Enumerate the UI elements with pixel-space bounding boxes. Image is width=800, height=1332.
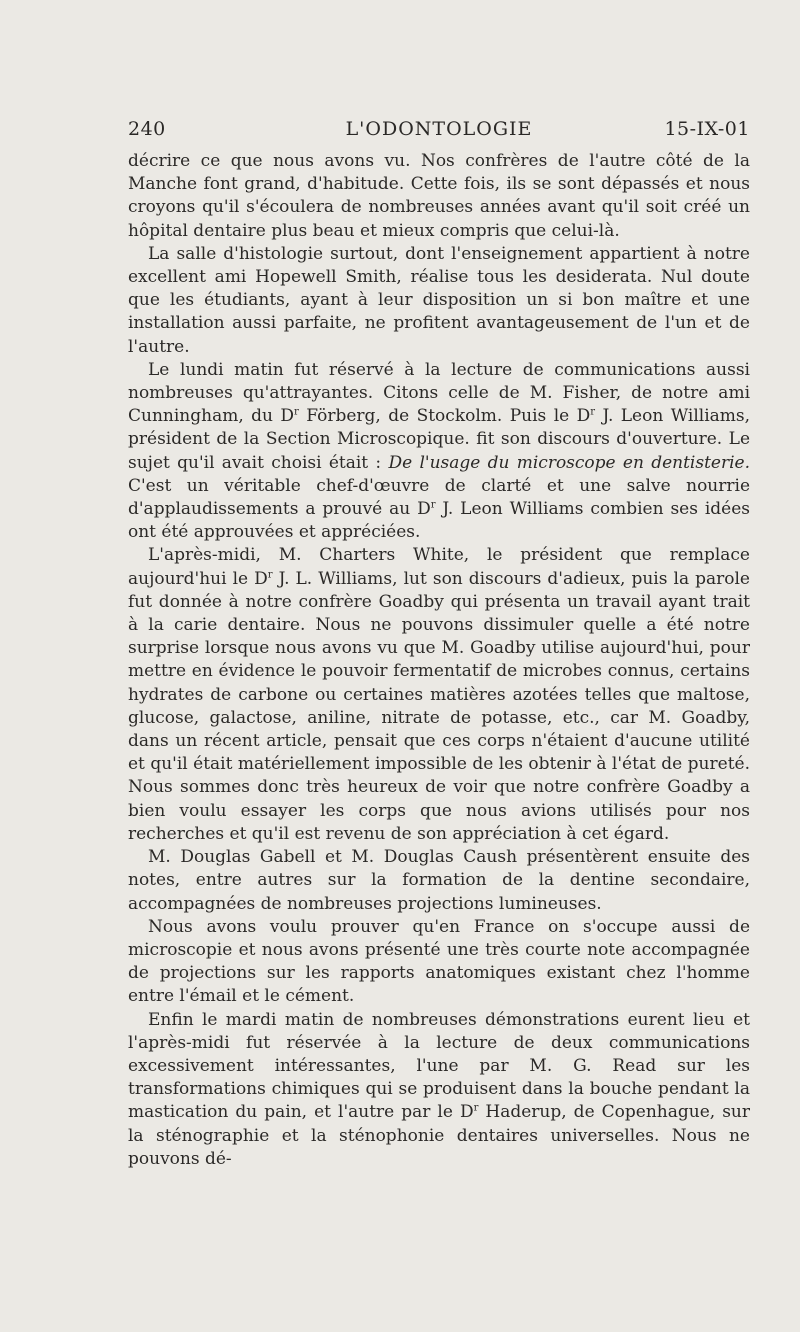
running-header (128, 118, 750, 148)
paragraph-1: décrire ce que nous avons vu. Nos confrères de l'autre côté de la Manche font grand, d'habitude. Cette fois, ils se sont dépassés et nous croyons qu'il s'écoulera de nombreuses années avant qu'il soit créé un hôpital dentaire plus beau et mieux compris que celui-là. (128, 151, 750, 241)
article-body (128, 150, 750, 1171)
issue-date: 15-IX-01 (664, 118, 750, 140)
page-number: 240 (128, 118, 166, 140)
paragraph-6: Nous avons voulu prouver qu'en France on s'occupe aussi de microscopie et nous avons présenté une très courte note accompagnée de projections sur les rapports anatomiques existant chez l'homme entre l'émail et le cément. (128, 916, 750, 1007)
lecture-title: De l'usage du microscope en dentisterie. (388, 452, 751, 473)
paragraph-4: L'après-midi, M. Charters White, le président que remplace aujourd'hui le $D^r$ J. L. Williams, lut son discours d'adieux, puis la parole fut donnée à notre confrère Goadby qui présenta un travail ayant trait à la carie dentaire. Nous ne pouvons dissimuler quelle a été notre surprise lorsque nous avons vu que M. Goadby utilise aujourd'hui, pour mettre en évidence le pouvoir fermentatif de microbes connus, certains hydrates de carbone ou certaines matières azotées telles que maltose, glucose, galactose, aniline, nitrate de potasse, etc., car M. Goadby, dans un récent article, pensait que ces corps n'étaient d'aucune utilité et qu'il était matériellement impossible de les obtenir à l'état de pureté. Nous sommes donc très heureux de voir que notre confrère Goadby a bien voulu essayer les corps que nous avions utilisés pour nos recherches et qu'il est revenu de son appréciation à cet égard. (128, 545, 750, 844)
paragraph-5: M. Douglas Gabell et M. Douglas Caush présentèrent ensuite des notes, entre autres sur la formation de la dentine secondaire, accompagnées de nombreuses projections lumineuses. (128, 847, 750, 914)
journal-title: L'ODONTOLOGIE (345, 118, 533, 140)
paragraph-7: Enfin le mardi matin de nombreuses démonstrations eurent lieu et l'après-midi fut réservée à la lecture de deux communications excessivement intéressantes, l'une par M. G. Read sur les transformations chimiques qui se produisent dans la bouche pendant la mastication du pain, et l'autre par le $D^r$ Haderup, de Copenhague, sur la sténographie et la sténophonie dentaires universelles. Nous ne pouvons dé- (128, 1009, 750, 1169)
paragraph-3: Le lundi matin fut réservé à la lecture de communications aussi nombreuses qu'attrayantes. Citons celle de M. Fisher, de notre ami Cunningham, du $D^r$ Förberg, de Stockolm. Puis le $D^r$ J. Leon Williams, président de la Section Microscopique. fit son discours d'ouverture. Le sujet qu'il avait choisi était : De l'usage du microscope en dentisterie. C'est un véritable chef-d'œuvre de clarté et une salve nourrie d'applaudissements a prouvé au $D^r$ J. Leon Williams combien ses idées ont été approuvées et appréciées. (128, 359, 751, 543)
paragraph-2: La salle d'histologie surtout, dont l'enseignement appartient à notre excellent ami Hopewell Smith, réalise tous les desiderata. Nul doute que les étudiants, ayant à leur disposition un si bon maître et une installation aussi parfaite, ne profitent avantageusement de l'un et de l'autre. (128, 243, 750, 357)
